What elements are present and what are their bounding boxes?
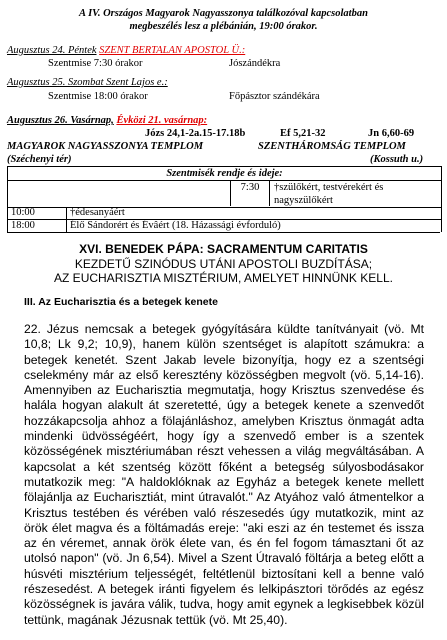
church-right-name: SZENTHÁROMSÁG TEMPLOM: [258, 141, 406, 152]
aug26-reading1: Józs 24,1-2a.15-17.18b: [145, 128, 246, 139]
article-title-1: XVI. BENEDEK PÁPA: SACRAMENTUM CARITATIS: [79, 242, 368, 256]
church-right-place: (Kossuth u.): [370, 154, 424, 165]
notice-line-1: A IV. Országos Magyarok Nagyasszonya találkozóval kapcsolatban: [79, 8, 368, 19]
section-heading: III. Az Eucharisztia és a betegek kenete: [24, 296, 218, 308]
aug26-reading2: Ef 5,21-32: [280, 128, 326, 139]
aug25-date: Augusztus 25. Szombat Szent Lajos e.:: [7, 77, 168, 88]
church-left-place: (Széchenyi tér): [7, 154, 72, 165]
notice-line-2: megbeszélés lesz a plébánián, 19:00 órakor.: [129, 21, 318, 32]
schedule-header: Szentmisék rendje és ideje:: [8, 167, 441, 181]
article-title-2: KEZDETŰ SZINÓDUS UTÁNI APOSTOLI BUZDÍTÁSA;: [74, 257, 373, 271]
aug26-heading: [7, 114, 207, 127]
aug26-gospel: Jn 6,60-69: [368, 128, 415, 139]
article-title-3: AZ EUCHARISZTIA MISZTÉRIUM, AMELYET HINNÜNK KELL.: [54, 271, 393, 285]
schedule-box: [7, 166, 442, 232]
schedule-row-time: 18:00: [8, 220, 67, 232]
aug26-feast: Évközi 21. vasárnap:: [116, 115, 208, 126]
aug24-feast: SZENT BERTALAN APOSTOL Ü.:: [99, 45, 246, 56]
aug26-date: Augusztus 26. Vasárnap,: [7, 115, 114, 126]
schedule-right-intention: †szülőkért, testvérekért és nagyszülőkért: [274, 182, 384, 206]
aug25-mass: Szentmise 18:00 órakor: [48, 91, 148, 102]
aug24-heading: [7, 44, 245, 57]
schedule-right-time: 7:30: [230, 181, 270, 206]
aug25-intention: Főpásztor szándékára: [229, 91, 320, 102]
schedule-row-time: 10:00: [8, 207, 67, 219]
church-left-name: MAGYAROK NAGYASSZONYA TEMPLOM: [7, 141, 204, 152]
article-paragraph: 22. Jézus nemcsak a betegek gyógyítására küldte tanítványait (vö. Mt 10,8; Lk 9,2; 10,9), hanem külön szentséget is alapított számukra: a betegek kenetét. Szent Jakab levele bizonyítja, hogy ez a szentségi cselekmény már az első keresztény közösségben megvolt (vö. 5,14-16). Amennyiben az Eucharisztia megmutatja, hogy Krisztus szenvedése és halála hogyan alakult át szeretetté, úgy a betegek kenete a szenvedőt hozzákapcsolja ahhoz a fölajánláshoz, amelyben Krisztus önmagát adta mindenki üdvösségéért, hogy így a szenvedő ember is a szentek közösségének misztériumában részt vehessen a világ megváltásában. A kapcsolat a két szentség között főként a betegség súlyosbodásakor mutatkozik meg: "A haldoklóknak az Egyház a betegek kenete mellett fölajánlja az Eucharisztiát, mint útravalót." Az Atyához való átmentelkor a Krisztus testében és vérében való részesedés úgy mutatkozik, mint az örök élet magva és a föltámadás ereje: "aki eszi az én testemet és issza az én véremet, annak örök élete van, és én fel fogom támasztani őt az utolsó napon" (vö. Jn 6,54). Mivel a Szent Útravaló föltárja a beteg előtt a húsvéti misztérium teljességét, feltétlenül biztosítani kell a benne való részesedést. A betegek iránti figyelem és lelkipásztori törődés az egész közösségnek is javára válik, tudva, hogy amit egynek a legkisebbek közül tettünk, magának Jézusnak tettük (vö. Mt 25,40).: [24, 322, 424, 627]
schedule-row-intention: †édesanyáért: [70, 207, 125, 218]
aug24-mass: Szentmise 7:30 órakor: [48, 58, 143, 69]
aug24-intention: Jószándékra: [229, 58, 281, 69]
schedule-row-intention: Élő Sándorért és Évâért (18. Házassági évforduló): [70, 220, 281, 231]
article-body: [24, 322, 424, 628]
aug24-date: Augusztus 24. Péntek: [7, 45, 97, 56]
schedule-bottom-rule: [7, 232, 440, 233]
